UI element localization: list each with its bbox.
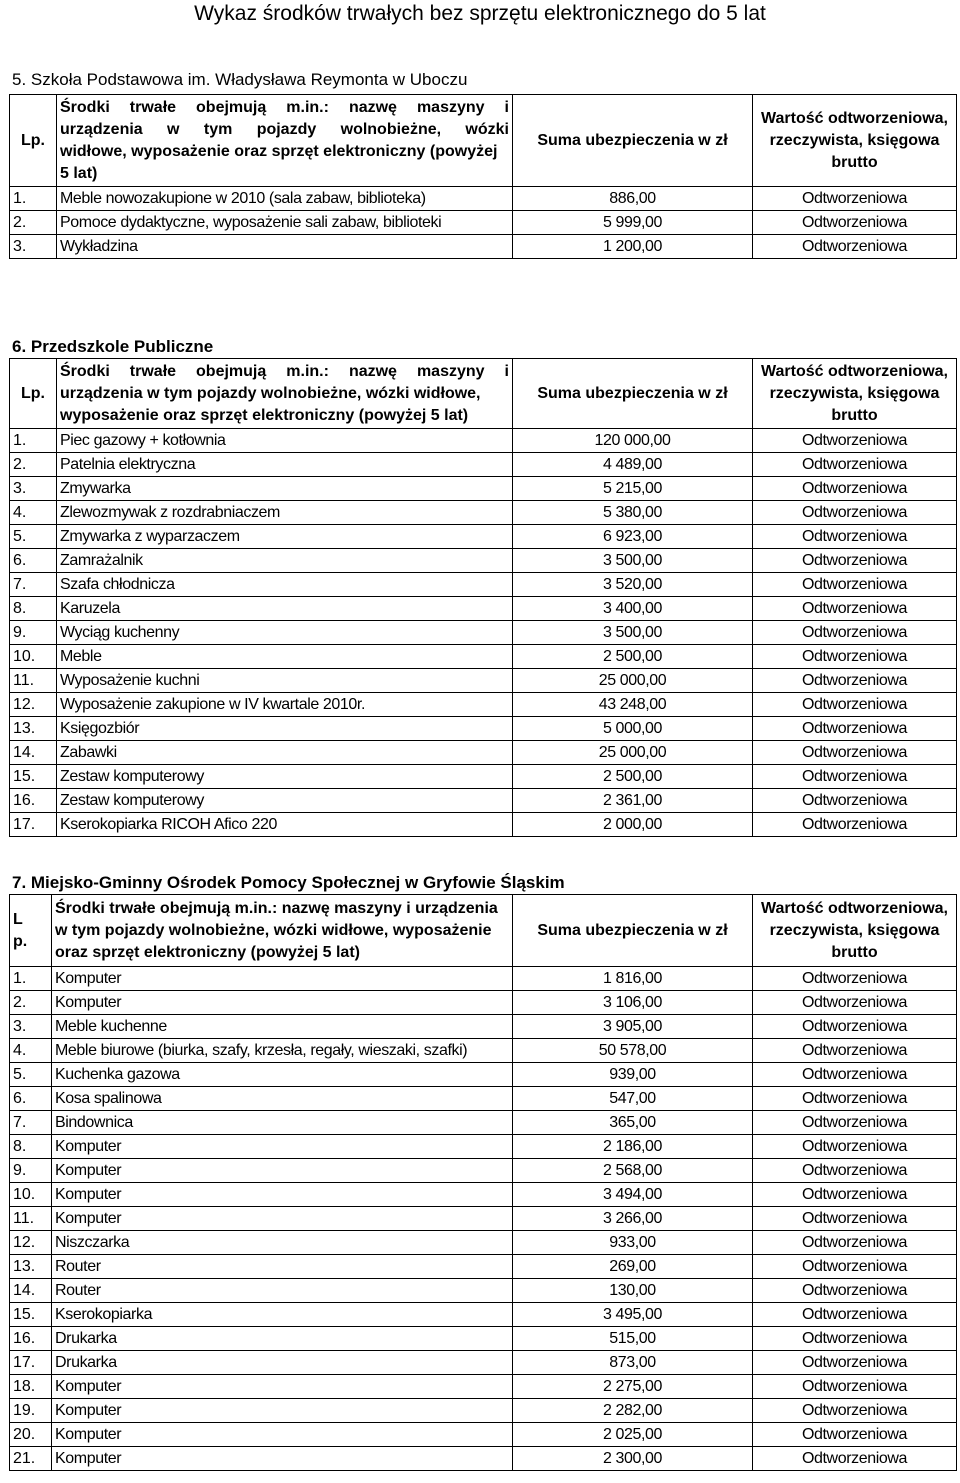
row-value: 25 000,00: [513, 741, 753, 765]
row-name: Wyciąg kuchenny: [57, 621, 513, 645]
row-value: 939,00: [513, 1063, 753, 1087]
row-name: Zestaw komputerowy: [57, 765, 513, 789]
row-value: 3 905,00: [513, 1015, 753, 1039]
table-row: [10, 1351, 957, 1375]
row-type: Odtworzeniowa: [753, 549, 957, 573]
table-row: [10, 645, 957, 669]
row-type: Odtworzeniowa: [753, 1063, 957, 1087]
row-value: 120 000,00: [513, 429, 753, 453]
table-row: [10, 1327, 957, 1351]
row-type: Odtworzeniowa: [753, 429, 957, 453]
table-row: [10, 1207, 957, 1231]
row-name: Komputer: [52, 1159, 513, 1183]
header-value-line: brutto: [831, 406, 878, 424]
table-row: [10, 1231, 957, 1255]
row-value: 1 816,00: [513, 967, 753, 991]
row-value: 5 215,00: [513, 477, 753, 501]
row-lp: 14.: [10, 741, 57, 765]
row-lp: 6.: [10, 1087, 52, 1111]
table-header-row: [10, 359, 957, 429]
table-row: [10, 1255, 957, 1279]
header-description-line: widłowe, wyposażenie oraz sprzęt elektroniczny (powyżej: [60, 142, 498, 160]
row-name: Kserokopiarka RICOH Afico 220: [57, 813, 513, 837]
row-value: 4 489,00: [513, 453, 753, 477]
table-row: [10, 597, 957, 621]
row-type: Odtworzeniowa: [753, 211, 957, 235]
row-lp: 7.: [10, 1111, 52, 1135]
row-type: Odtworzeniowa: [753, 967, 957, 991]
row-name: Meble biurowe (biurka, szafy, krzesła, regały, wieszaki, szafki): [52, 1039, 513, 1063]
row-lp: 2.: [10, 453, 57, 477]
table-row: [10, 669, 957, 693]
row-name: Kserokopiarka: [52, 1303, 513, 1327]
header-value-line: brutto: [831, 153, 878, 171]
row-value: 1 200,00: [513, 235, 753, 259]
row-type: Odtworzeniowa: [753, 991, 957, 1015]
table-mgops: [9, 894, 957, 1471]
header-value-line: rzeczywista, księgowa: [769, 384, 940, 402]
header-value: [753, 359, 957, 429]
table-row: [10, 1039, 957, 1063]
row-type: Odtworzeniowa: [753, 1015, 957, 1039]
table-row: [10, 1447, 957, 1471]
header-description-line: wyposażenie oraz sprzęt elektroniczny (powyżej 5 lat): [60, 406, 469, 424]
row-lp: 13.: [10, 1255, 52, 1279]
header-value-line: rzeczywista, księgowa: [769, 921, 940, 939]
row-value: 25 000,00: [513, 669, 753, 693]
row-lp: 9.: [10, 621, 57, 645]
row-name: Zlewozmywak z rozdrabniaczem: [57, 501, 513, 525]
header-value: [753, 895, 957, 967]
row-name: Komputer: [52, 967, 513, 991]
row-value: 547,00: [513, 1087, 753, 1111]
table-header-row: [10, 95, 957, 187]
header-value: [753, 95, 957, 187]
table-row: [10, 1375, 957, 1399]
row-value: 2 568,00: [513, 1159, 753, 1183]
row-name: Zmywarka: [57, 477, 513, 501]
row-name: Niszczarka: [52, 1231, 513, 1255]
header-sum: Suma ubezpieczenia w zł: [513, 359, 753, 429]
header-description: [52, 895, 513, 967]
row-value: 269,00: [513, 1255, 753, 1279]
row-value: 3 266,00: [513, 1207, 753, 1231]
table-row: [10, 211, 957, 235]
table-row: [10, 991, 957, 1015]
row-value: 2 186,00: [513, 1135, 753, 1159]
table-row: [10, 1063, 957, 1087]
row-lp: 21.: [10, 1447, 52, 1471]
row-name: Komputer: [52, 1183, 513, 1207]
row-name: Drukarka: [52, 1327, 513, 1351]
header-lp-line: p.: [13, 932, 28, 950]
row-value: 3 400,00: [513, 597, 753, 621]
row-type: Odtworzeniowa: [753, 1327, 957, 1351]
row-type: Odtworzeniowa: [753, 1447, 957, 1471]
row-type: Odtworzeniowa: [753, 789, 957, 813]
row-name: Szafa chłodnicza: [57, 573, 513, 597]
row-lp: 3.: [10, 1015, 52, 1039]
header-description: [57, 95, 513, 187]
header-value-line: Wartość odtworzeniowa,: [761, 362, 948, 380]
row-type: Odtworzeniowa: [753, 813, 957, 837]
table-row: [10, 477, 957, 501]
table-body: [10, 187, 957, 259]
row-type: Odtworzeniowa: [753, 1135, 957, 1159]
table-row: [10, 1303, 957, 1327]
row-name: Księgozbiór: [57, 717, 513, 741]
section-title-przedszkole: 6. Przedszkole Publiczne: [12, 337, 214, 356]
row-lp: 11.: [10, 669, 57, 693]
row-name: Zmywarka z wyparzaczem: [57, 525, 513, 549]
header-description: [57, 359, 513, 429]
row-type: Odtworzeniowa: [753, 453, 957, 477]
row-lp: 16.: [10, 789, 57, 813]
row-value: 2 275,00: [513, 1375, 753, 1399]
row-lp: 1.: [10, 429, 57, 453]
table-row: [10, 717, 957, 741]
table-row: [10, 525, 957, 549]
row-type: Odtworzeniowa: [753, 501, 957, 525]
row-type: Odtworzeniowa: [753, 1039, 957, 1063]
row-lp: 17.: [10, 813, 57, 837]
row-value: 3 520,00: [513, 573, 753, 597]
table-row: [10, 741, 957, 765]
page-title: Wykaz środków trwałych bez sprzętu elektronicznego do 5 lat: [194, 2, 766, 25]
row-value: 2 000,00: [513, 813, 753, 837]
row-value: 3 495,00: [513, 1303, 753, 1327]
row-type: Odtworzeniowa: [753, 1207, 957, 1231]
row-lp: 18.: [10, 1375, 52, 1399]
table-row: [10, 693, 957, 717]
row-name: Zamrażalnik: [57, 549, 513, 573]
row-type: Odtworzeniowa: [753, 1303, 957, 1327]
row-name: Piec gazowy + kotłownia: [57, 429, 513, 453]
table-row: [10, 621, 957, 645]
row-type: Odtworzeniowa: [753, 1255, 957, 1279]
header-lp-line: L: [13, 910, 23, 928]
row-value: 5 999,00: [513, 211, 753, 235]
header-description-line: urządzenia w tym pojazdy wolnobieżne, wózki: [60, 120, 509, 138]
row-lp: 2.: [10, 211, 57, 235]
row-type: Odtworzeniowa: [753, 235, 957, 259]
row-lp: 15.: [10, 765, 57, 789]
row-lp: 15.: [10, 1303, 52, 1327]
row-name: Komputer: [52, 1447, 513, 1471]
row-name: Kuchenka gazowa: [52, 1063, 513, 1087]
row-type: Odtworzeniowa: [753, 1351, 957, 1375]
table-row: [10, 1159, 957, 1183]
table-row: [10, 187, 957, 211]
row-lp: 9.: [10, 1159, 52, 1183]
table-body: [10, 967, 957, 1471]
row-value: 3 494,00: [513, 1183, 753, 1207]
row-value: 5 380,00: [513, 501, 753, 525]
row-name: Komputer: [52, 1135, 513, 1159]
table-row: [10, 1279, 957, 1303]
row-lp: 17.: [10, 1351, 52, 1375]
row-lp: 4.: [10, 1039, 52, 1063]
table-szkola: [9, 94, 957, 259]
header-value-line: rzeczywista, księgowa: [769, 131, 940, 149]
row-type: Odtworzeniowa: [753, 741, 957, 765]
section-title-szkola: 5. Szkoła Podstawowa im. Władysława Reymonta w Uboczu: [12, 70, 468, 89]
row-name: Kosa spalinowa: [52, 1087, 513, 1111]
row-value: 3 106,00: [513, 991, 753, 1015]
row-type: Odtworzeniowa: [753, 621, 957, 645]
row-lp: 8.: [10, 1135, 52, 1159]
row-name: Patelnia elektryczna: [57, 453, 513, 477]
row-lp: 3.: [10, 477, 57, 501]
table-row: [10, 1015, 957, 1039]
row-name: Pomoce dydaktyczne, wyposażenie sali zabaw, biblioteki: [57, 211, 513, 235]
row-lp: 14.: [10, 1279, 52, 1303]
row-lp: 12.: [10, 693, 57, 717]
header-lp: Lp.: [10, 95, 57, 187]
row-name: Meble kuchenne: [52, 1015, 513, 1039]
row-value: 365,00: [513, 1111, 753, 1135]
table-row: [10, 573, 957, 597]
row-name: Komputer: [52, 1375, 513, 1399]
table-row: [10, 501, 957, 525]
table-row: [10, 1135, 957, 1159]
header-description-line: 5 lat): [60, 164, 98, 182]
row-value: 2 300,00: [513, 1447, 753, 1471]
row-value: 886,00: [513, 187, 753, 211]
header-value-line: brutto: [831, 943, 878, 961]
row-lp: 5.: [10, 1063, 52, 1087]
row-type: Odtworzeniowa: [753, 1375, 957, 1399]
row-type: Odtworzeniowa: [753, 573, 957, 597]
table-header-row: [10, 895, 957, 967]
row-name: Komputer: [52, 1399, 513, 1423]
table-row: [10, 1111, 957, 1135]
row-name: Komputer: [52, 1423, 513, 1447]
table-row: [10, 549, 957, 573]
table-row: [10, 235, 957, 259]
row-name: Zabawki: [57, 741, 513, 765]
row-type: Odtworzeniowa: [753, 1087, 957, 1111]
header-sum: Suma ubezpieczenia w zł: [513, 95, 753, 187]
header-description-line: oraz sprzęt elektroniczny (powyżej 5 lat): [55, 943, 360, 961]
table-row: [10, 1399, 957, 1423]
row-value: 873,00: [513, 1351, 753, 1375]
table-row: [10, 789, 957, 813]
row-type: Odtworzeniowa: [753, 187, 957, 211]
row-name: Zestaw komputerowy: [57, 789, 513, 813]
row-name: Wykładzina: [57, 235, 513, 259]
header-lp: [10, 895, 52, 967]
table-row: [10, 1183, 957, 1207]
header-description-line: w tym pojazdy wolnobieżne, wózki widłowe, wyposażenie: [55, 921, 492, 939]
row-value: 3 500,00: [513, 549, 753, 573]
row-type: Odtworzeniowa: [753, 525, 957, 549]
row-value: 3 500,00: [513, 621, 753, 645]
row-lp: 5.: [10, 525, 57, 549]
row-value: 43 248,00: [513, 693, 753, 717]
row-value: 2 361,00: [513, 789, 753, 813]
row-value: 2 500,00: [513, 765, 753, 789]
row-name: Wyposażenie zakupione w IV kwartale 2010r.: [57, 693, 513, 717]
row-type: Odtworzeniowa: [753, 765, 957, 789]
row-name: Komputer: [52, 991, 513, 1015]
header-value-line: Wartość odtworzeniowa,: [761, 899, 948, 917]
row-name: Komputer: [52, 1207, 513, 1231]
section-title-mgops: 7. Miejsko-Gminny Ośrodek Pomocy Społecznej w Gryfowie Śląskim: [12, 873, 565, 892]
header-description-line: Środki trwałe obejmują m.in.: nazwę maszyny i: [60, 98, 509, 116]
table-przedszkole: [9, 358, 957, 837]
row-lp: 11.: [10, 1207, 52, 1231]
row-lp: 13.: [10, 717, 57, 741]
row-value: 2 500,00: [513, 645, 753, 669]
row-type: Odtworzeniowa: [753, 1423, 957, 1447]
row-name: Wyposażenie kuchni: [57, 669, 513, 693]
row-value: 515,00: [513, 1327, 753, 1351]
row-value: 2 025,00: [513, 1423, 753, 1447]
row-name: Bindownica: [52, 1111, 513, 1135]
row-name: Drukarka: [52, 1351, 513, 1375]
row-type: Odtworzeniowa: [753, 1279, 957, 1303]
row-type: Odtworzeniowa: [753, 1111, 957, 1135]
row-lp: 16.: [10, 1327, 52, 1351]
row-lp: 6.: [10, 549, 57, 573]
row-lp: 3.: [10, 235, 57, 259]
row-lp: 7.: [10, 573, 57, 597]
row-type: Odtworzeniowa: [753, 669, 957, 693]
header-description-line: Środki trwałe obejmują m.in.: nazwę maszyny i urządzenia: [55, 899, 498, 917]
table-row: [10, 453, 957, 477]
row-value: 6 923,00: [513, 525, 753, 549]
row-lp: 2.: [10, 991, 52, 1015]
table-row: [10, 1087, 957, 1111]
header-sum: Suma ubezpieczenia w zł: [513, 895, 753, 967]
header-description-line: urządzenia w tym pojazdy wolnobieżne, wózki widłowe,: [60, 384, 481, 402]
row-type: Odtworzeniowa: [753, 645, 957, 669]
row-type: Odtworzeniowa: [753, 1231, 957, 1255]
table-row: [10, 429, 957, 453]
row-value: 50 578,00: [513, 1039, 753, 1063]
table-row: [10, 765, 957, 789]
header-lp: Lp.: [10, 359, 57, 429]
header-description-line: Środki trwałe obejmują m.in.: nazwę maszyny i: [60, 362, 509, 380]
row-lp: 19.: [10, 1399, 52, 1423]
row-lp: 10.: [10, 645, 57, 669]
row-lp: 8.: [10, 597, 57, 621]
row-name: Meble: [57, 645, 513, 669]
row-type: Odtworzeniowa: [753, 717, 957, 741]
row-name: Router: [52, 1279, 513, 1303]
table-row: [10, 813, 957, 837]
row-name: Router: [52, 1255, 513, 1279]
row-type: Odtworzeniowa: [753, 597, 957, 621]
row-value: 5 000,00: [513, 717, 753, 741]
row-type: Odtworzeniowa: [753, 477, 957, 501]
row-lp: 20.: [10, 1423, 52, 1447]
header-value-line: Wartość odtworzeniowa,: [761, 109, 948, 127]
row-lp: 10.: [10, 1183, 52, 1207]
row-type: Odtworzeniowa: [753, 1159, 957, 1183]
row-name: Karuzela: [57, 597, 513, 621]
row-lp: 1.: [10, 187, 57, 211]
row-value: 130,00: [513, 1279, 753, 1303]
row-type: Odtworzeniowa: [753, 1399, 957, 1423]
row-lp: 1.: [10, 967, 52, 991]
row-lp: 4.: [10, 501, 57, 525]
row-value: 2 282,00: [513, 1399, 753, 1423]
table-row: [10, 1423, 957, 1447]
row-type: Odtworzeniowa: [753, 693, 957, 717]
row-value: 933,00: [513, 1231, 753, 1255]
row-name: Meble nowozakupione w 2010 (sala zabaw, biblioteka): [57, 187, 513, 211]
row-lp: 12.: [10, 1231, 52, 1255]
table-body: [10, 429, 957, 837]
table-row: [10, 967, 957, 991]
row-type: Odtworzeniowa: [753, 1183, 957, 1207]
